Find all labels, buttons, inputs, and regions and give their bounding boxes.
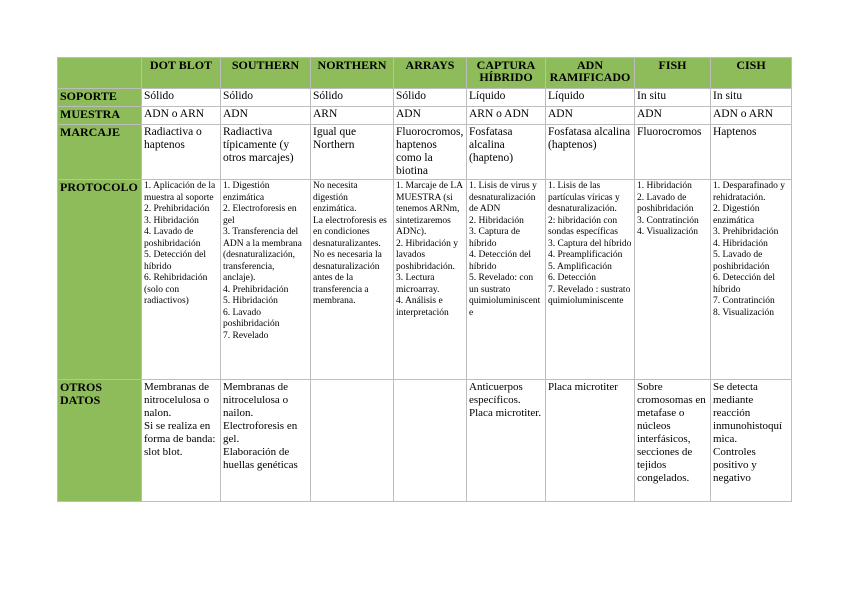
- table-cell: [311, 380, 394, 502]
- cell-line: Líquido: [469, 90, 506, 102]
- cell-line: 4. Lavado de poshibridación: [144, 227, 201, 249]
- table-cell: [635, 107, 711, 125]
- cell-line: Sobre cromosomas en metafase o núcleos interfásicos, secciones de tejidos congelados.: [637, 381, 706, 484]
- cell-line: 5. Hibridación: [223, 296, 278, 306]
- table-cell: [394, 180, 467, 380]
- table-cell: [546, 180, 635, 380]
- cell-line: 3. Prehibridación: [713, 227, 779, 237]
- table-cell: [546, 125, 635, 180]
- cell-line: 2. Electroforesis en gel: [223, 204, 297, 226]
- cell-line: 2. Prehibridación: [144, 204, 210, 214]
- cell-line: 1. Digestión enzimática: [223, 181, 270, 203]
- table-cell: [635, 89, 711, 107]
- cell-line: 2. Lavado de poshibridación: [637, 192, 694, 214]
- cell-line: 7. Contratinción: [713, 296, 775, 306]
- row-header: OTROS DATOS: [58, 380, 142, 502]
- cell-line: 3. Captura del híbrido: [548, 238, 632, 249]
- cell-line: Elaboración de huellas genéticas: [223, 446, 298, 471]
- cell-line: Membranas de nitrocelulosa o nalon.: [144, 381, 210, 419]
- table-cell: [635, 380, 711, 502]
- header-row: [58, 58, 792, 89]
- table-cell: [142, 180, 221, 380]
- table-cell: [142, 380, 221, 502]
- cell-line: 5. Amplificación: [548, 261, 612, 272]
- table-cell: [546, 89, 635, 107]
- cell-line: 1. Hibridación: [637, 181, 692, 191]
- cell-line: Sólido: [313, 90, 344, 102]
- cell-line: ADN: [223, 108, 248, 120]
- cell-line: 5. Revelado: con un sustrato quimioluminiscente: [469, 273, 541, 318]
- column-header: ADN RAMIFICADO: [546, 58, 635, 89]
- cell-line: 8. Visualización: [713, 307, 774, 318]
- table-cell: [221, 380, 311, 502]
- table-cell: [711, 107, 792, 125]
- cell-line: Anticuerpos específicos.: [469, 381, 523, 406]
- cell-line: No es necesaria la desnaturalización antes de la transferencia a membrana.: [313, 250, 382, 306]
- cell-line: 3. Lectura microarray.: [396, 273, 440, 295]
- table-cell: [711, 380, 792, 502]
- column-header: DOT BLOT: [142, 58, 221, 89]
- table-cell: [546, 107, 635, 125]
- cell-line: Membranas de nitrocelulosa o nailon.: [223, 381, 289, 419]
- table-cell: [467, 380, 546, 502]
- table-cell: [311, 107, 394, 125]
- cell-line: Fluorocromos: [637, 126, 702, 138]
- table-cell: [394, 125, 467, 180]
- cell-line: 5. Lavado de poshibridación: [713, 250, 770, 272]
- cell-line: 6. Rehibridación (solo con radiactivos): [144, 273, 208, 306]
- cell-line: Fosfatasa alcalina (haptenos): [548, 126, 631, 151]
- cell-line: ADN: [396, 108, 421, 120]
- table-cell: [394, 89, 467, 107]
- table-cell: [635, 180, 711, 380]
- table-cell: [711, 89, 792, 107]
- cell-line: Haptenos: [713, 126, 757, 138]
- cell-line: Líquido: [548, 90, 585, 102]
- cell-line: Fluorocromos, haptenos como la biotina: [396, 126, 464, 177]
- cell-line: ARN o ADN: [469, 108, 530, 120]
- cell-line: Radiactiva típicamente (y otros marcajes): [223, 126, 294, 164]
- cell-line: ADN o ARN: [713, 108, 774, 120]
- cell-line: 6. Detección: [548, 273, 597, 283]
- corner-cell: [58, 58, 142, 89]
- table-cell: [142, 89, 221, 107]
- cell-line: ADN o ARN: [144, 108, 205, 120]
- table-cell: [467, 107, 546, 125]
- table-cell: [546, 380, 635, 502]
- cell-line: 6. Lavado poshibridación: [223, 307, 280, 329]
- cell-line: Si se realiza en forma de banda: slot blot.: [144, 420, 216, 458]
- table-cell: [635, 125, 711, 180]
- cell-line: 4. Detección del híbrido: [469, 250, 531, 272]
- cell-line: Controles positivo y negativo: [713, 446, 757, 484]
- cell-line: Electroforesis en gel.: [223, 420, 298, 445]
- cell-line: 4. Preamplificación: [548, 250, 623, 260]
- table-cell: [142, 107, 221, 125]
- cell-line: In situ: [637, 90, 667, 102]
- cell-line: 4. Visualización: [637, 227, 698, 237]
- cell-line: Placa microtiter: [548, 381, 618, 393]
- table-cell: [467, 180, 546, 380]
- cell-line: Placa microtiter.: [469, 407, 542, 419]
- cell-line: 4. Hibridación: [713, 238, 768, 249]
- table-cell: [394, 380, 467, 502]
- table-cell: [711, 180, 792, 380]
- column-header: NORTHERN: [311, 58, 394, 89]
- table-cell: [467, 125, 546, 180]
- table-row: [58, 107, 792, 125]
- cell-line: 3. Contratinción: [637, 215, 699, 226]
- table-cell: [221, 180, 311, 380]
- cell-line: In situ: [713, 90, 743, 102]
- cell-line: Sólido: [144, 90, 175, 102]
- cell-line: 2. Hibridación: [469, 215, 524, 226]
- column-header: CAPTURA HÍBRIDO: [467, 58, 546, 89]
- cell-line: 3. Hibridación: [144, 215, 199, 226]
- cell-line: 4. Prehibridación: [223, 284, 289, 295]
- cell-line: Igual que Northern: [313, 126, 357, 151]
- cell-line: Fosfatasa alcalina (hapteno): [469, 126, 514, 164]
- table-row: [58, 89, 792, 107]
- comparison-table: [57, 57, 792, 502]
- cell-line: Sólido: [396, 90, 427, 102]
- column-header: FISH: [635, 58, 711, 89]
- cell-line: ADN: [637, 108, 662, 120]
- table-cell: [221, 107, 311, 125]
- cell-line: 7. Revelado: [223, 330, 269, 341]
- cell-line: 1. Lisis de las partículas víricas y desnaturalización.: [548, 181, 620, 214]
- table-row: [58, 180, 792, 380]
- cell-line: 6. Detección del híbrido: [713, 273, 775, 295]
- table-cell: [467, 89, 546, 107]
- cell-line: Sólido: [223, 90, 254, 102]
- column-header: SOUTHERN: [221, 58, 311, 89]
- table-cell: [221, 125, 311, 180]
- cell-line: 3. Captura de híbrido: [469, 227, 520, 249]
- table-cell: [311, 180, 394, 380]
- cell-line: 7. Revelado : sustrato quimioluminiscente: [548, 284, 631, 306]
- cell-line: 5. Detección del híbrido: [144, 250, 206, 272]
- column-header: CISH: [711, 58, 792, 89]
- cell-line: 1. Desparafinado y rehidratación.: [713, 181, 786, 203]
- row-header: SOPORTE: [58, 89, 142, 107]
- table-cell: [221, 89, 311, 107]
- cell-line: 2: hibridación con sondas específicas: [548, 215, 618, 237]
- cell-line: 1. Marcaje de LA MUESTRA (si tenemos ARNm, sintetizaremos ADNc).: [396, 181, 463, 237]
- cell-line: No necesita digestión enzimática.: [313, 181, 358, 214]
- cell-line: 1. Lisis de virus y desnaturalización de ADN: [469, 181, 537, 214]
- table-cell: [142, 125, 221, 180]
- column-header: ARRAYS: [394, 58, 467, 89]
- table-cell: [311, 125, 394, 180]
- cell-line: 4. Análisis e interpretación: [396, 296, 449, 318]
- cell-line: 2. Digestión enzimática: [713, 204, 760, 226]
- table-row: [58, 125, 792, 180]
- table-cell: [311, 89, 394, 107]
- row-header: MUESTRA: [58, 107, 142, 125]
- table-cell: [394, 107, 467, 125]
- cell-line: 2. Hibridación y lavados poshibridación.: [396, 238, 459, 272]
- cell-line: 3. Transferencia del ADN a la membrana (desnaturalización, transferencia, anclaje).: [223, 227, 302, 283]
- row-header: MARCAJE: [58, 125, 142, 180]
- cell-line: Radiactiva o haptenos: [144, 126, 202, 151]
- cell-line: Se detecta mediante reacción inmunohistoquímica.: [713, 381, 783, 445]
- table-cell: [711, 125, 792, 180]
- cell-line: 1. Aplicación de la muestra al soporte: [144, 181, 216, 203]
- cell-line: ADN: [548, 108, 573, 120]
- cell-line: ARN: [313, 108, 338, 120]
- row-header: PROTOCOLO: [58, 180, 142, 380]
- table-row: [58, 380, 792, 502]
- cell-line: La electroforesis es en condiciones desnaturalizantes.: [313, 215, 387, 249]
